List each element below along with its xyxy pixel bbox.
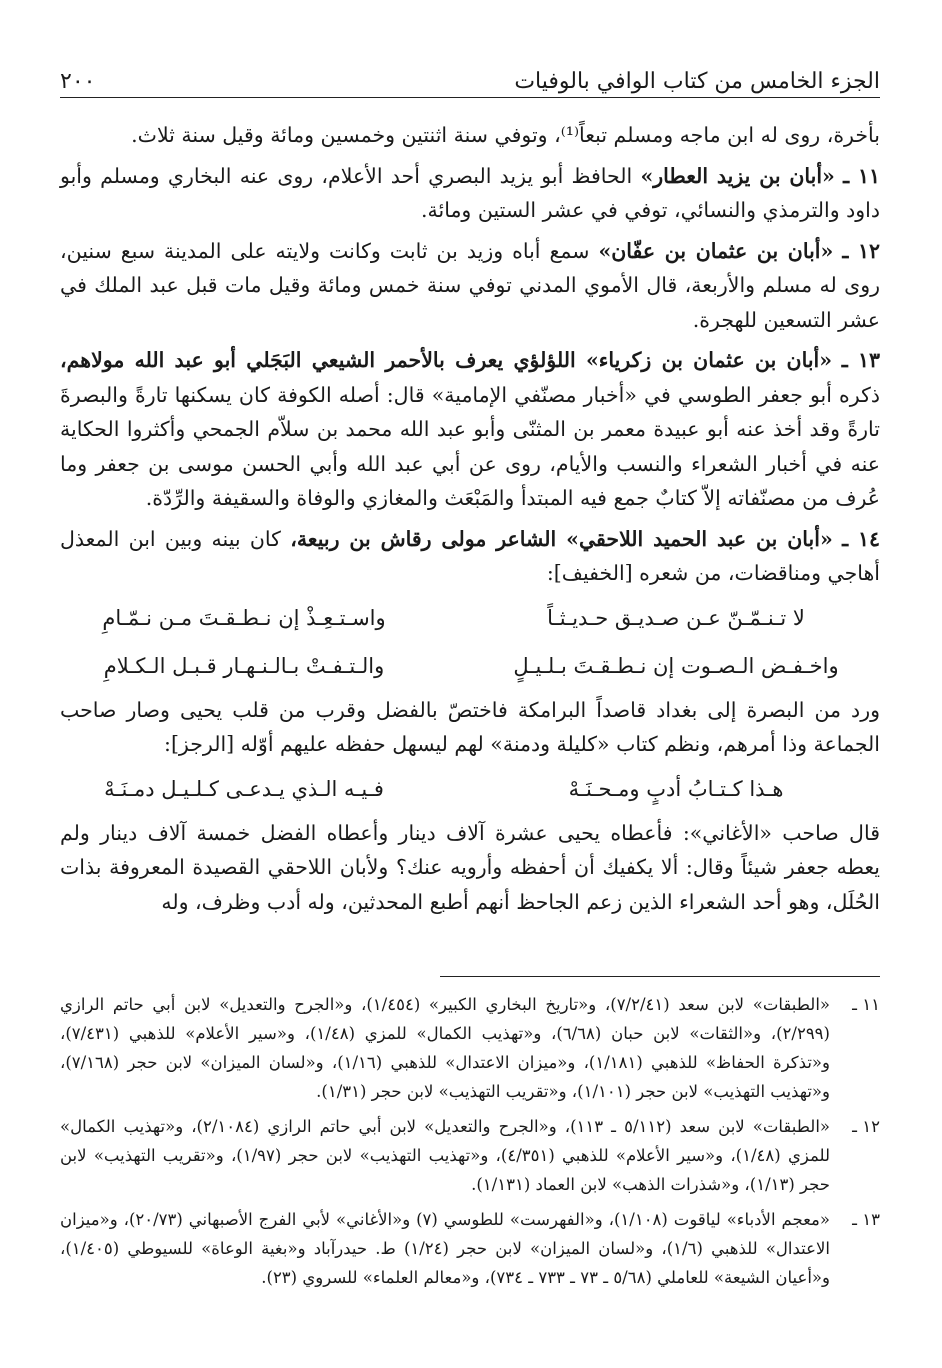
book-title: الجزء الخامس من كتاب الوافي بالوفيات: [514, 69, 880, 94]
verse-second-hemistich: واسـتـعِـذْ إن نـطـقـتَ مـن نـمّـامِ: [102, 605, 386, 630]
footnote: [60, 990, 880, 1106]
entry-name: «أبان بن عثمان بن عفّان»: [598, 238, 834, 263]
footnote-divider: [440, 976, 880, 977]
footnote-text: «الطبقات» لابن سعد (٧/٢/٤١)، و«تاريخ البخاري الكبير» (١/٤٥٤)، و«الجرح والتعديل» لابن أبي حاتم الرازي (٢/٢٩٩)، و«الثقات» لابن حبان (٦/٦٨)، و«تهذيب الكمال» للمزي (١/٤٨)، و«سير الأعلام» للذهبي (٧/٤٣١)، و«تذكرة الحفاظ» للذهبي (١/١٨١)، و«ميزان الاعتدال» للذهبي (١/١٦)، و«لسان الميزان» لابن حجر (٧/١٦٨)، و«تهذيب التهذيب» لابن حجر (١/١٠١)، و«تقريب التهذيب» لابن حجر (١/٣١).: [60, 995, 830, 1101]
verse-first-hemistich: لا تـنـمّـنّ عـن صـديـق حـديـثـاً: [547, 605, 805, 630]
poem-verse: [60, 597, 860, 639]
entry-11: [60, 159, 880, 228]
entry-number: ١٣ ـ: [841, 348, 880, 372]
footnote: [60, 1205, 880, 1292]
entry-text: سمع أباه وزيد بن ثابت وكانت ولايته على المدينة سبع سنين، روى له مسلم والأربعة، قال الأموي المدني توفي سنة خمس ومائة وقيل مات قبل عبد الملك في عشر التسعين للهجرة.: [60, 238, 880, 332]
verse-second-hemistich: والـتـفـتْ بـالـنـهـار قـبـل الـكـلامِ: [103, 653, 385, 678]
entry-14: [60, 522, 880, 591]
paragraph-continuation: بأخرة، روى له ابن ماجه ومسلم تبعاً⁽¹⁾، وتوفي سنة اثنتين وخمسين ومائة وقيل سنة ثلاث.: [131, 123, 880, 147]
paragraph: قال صاحب «الأغاني»: فأعطاه يحيى عشرة آلاف دينار وأعطاه الفضل خمسة آلاف دينار ولم يعطه جعفر شيئاً وقال: ألا يكفيك أن أحفظه وأرويه عنك؟ ولأبان اللاحقي القصيدة المعروفة بذات الحُلَل، وهو أحد الشعراء الذين زعم الجاحظ أنهم أطبع المحدثين، وله أدب وظرف، وله: [60, 820, 880, 914]
footnote-number: ١١ ـ: [852, 995, 880, 1014]
poem-verse: [60, 768, 860, 810]
running-header: [60, 56, 880, 94]
entry-text: كان بينه وبين ابن المعذل أهاجي ومناقضات، من شعره [الخفيف]:: [60, 526, 880, 585]
main-text: [60, 118, 880, 925]
entry-number: ١١ ـ: [843, 163, 880, 188]
footnote-number: ١٣ ـ: [852, 1210, 880, 1229]
entry-name: «أبان بن عبد الحميد اللاحقي» الشاعر مولى رقاش بن ربيعة،: [290, 526, 833, 551]
entry-text: ذكره أبو جعفر الطوسي في «أخبار مصنّفي الإمامية» قال: أصله الكوفة كان يسكنها تارةً والبصرةَ تارةً وقد أخذ عنه أبو عبيدة معمر بن المثنّى وأبو عبد الله محمد بن سلاّم الجمحي وأكثروا الحكاية عنه في أخبار الشعراء والنسب والأيام، روى عن أبي عبد الله وأبي الحسن موسى بن جعفر وما عُرف من مصنّفاته إلاّ كتابٌ جمع فيه المبتدأ والمَبْعَث والمغازي والوفاة والسقيفة والرِّدّة.: [60, 382, 880, 510]
entry-text: الحافظ أبو يزيد البصري أحد الأعلام، روى عنه البخاري ومسلم وأبو داود والترمذي والنسائي، توفي في عشر الستين ومائة.: [60, 163, 880, 222]
footnote-text: «معجم الأدباء» لياقوت (١/١٠٨)، و«الفهرست» للطوسي (٧) و«الأغاني» لأبي الفرج الأصبهاني (٢٠/٧٣)، و«ميزان الاعتدال» للذهبي (١/٦)، و«لسان الميزان» لابن حجر (١/٢٤) ط. حيدرآباد و«بغية الوعاة» للسيوطي (١/٤٠٥)، و«أعيان الشيعة» للعاملي (٥/٦٨ ـ ٧٣ ـ ٧٣٣ ـ ٧٣٤)، و«معالم العلماء» للسروي (٢٣).: [60, 1210, 830, 1287]
poem-verse: [60, 645, 860, 687]
header-divider: [60, 97, 880, 98]
footnotes: [60, 990, 880, 1298]
verse-second-hemistich: فـيـه الـذي يـدعـى كـلـيـل دمـنَـهْ: [104, 776, 384, 801]
footnote-number: ١٢ ـ: [852, 1117, 880, 1136]
footnote-text: «الطبقات» لابن سعد (٥/١١٢ ـ ١١٣)، و«الجرح والتعديل» لابن أبي حاتم الرازي (٢/١٠٨٤)، و«تهذيب الكمال» للمزي (١/٤٨)، و«سير الأعلام» للذهبي (٤/٣٥١)، و«تهذيب التهذيب» لابن حجر (١/٩٧)، و«تقريب التهذيب» لابن حجر (١/١٣)، و«شذرات الذهب» لابن العماد (١/١٣١).: [60, 1117, 831, 1194]
verse-first-hemistich: واخـفـض الـصـوت إن نـطـقـتَ بـلـيـلٍ: [513, 653, 839, 678]
entry-name: «أبان بن عثمان بن زكرياء» اللؤلؤي يعرف بالأحمر الشيعي البَجَلي أبو عبد الله مولاهم،: [60, 348, 833, 372]
paragraph: ورد من البصرة إلى بغداد قاصداً البرامكة فاختصّ بالفضل وقرب من قلب يحيى وصار صاحب الجماعة وذا أمرهم، ونظم كتاب «كليلة ودمنة» لهم ليسهل حفظه عليهم أوّله [الرجز]:: [60, 697, 880, 756]
entry-number: ١٤ ـ: [842, 526, 880, 551]
entry-number: ١٢ ـ: [842, 238, 880, 263]
entry-12: [60, 234, 880, 338]
entry-name: «أبان بن يزيد العطار»: [640, 163, 835, 188]
verse-first-hemistich: هـذا كـتـابُ أدبٍ ومـحـنَـهْ: [568, 776, 784, 801]
page-number: ٢٠٠: [60, 69, 96, 94]
entry-13: [60, 343, 880, 516]
footnote: [60, 1112, 880, 1199]
